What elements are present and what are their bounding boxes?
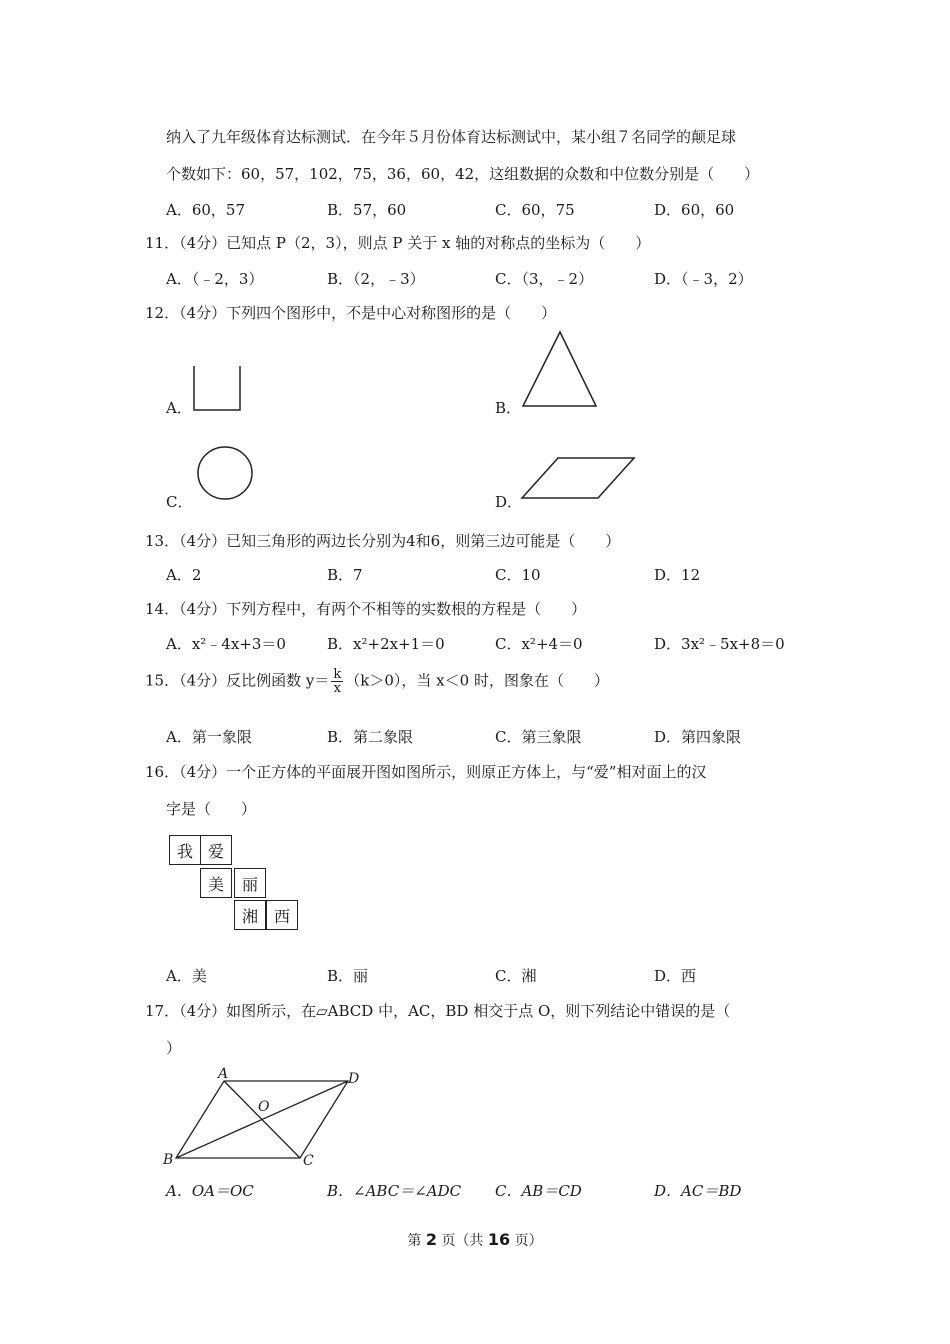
cube-net-cell: 西 <box>266 900 298 930</box>
q13-option-d: D．12 <box>654 566 701 584</box>
q15-option-b: B．第二象限 <box>327 728 414 746</box>
q13-text: 13．（4分）已知三角形的两边长分别为4和6，则第三边可能是（ ） <box>145 532 621 550</box>
vertex-label-o: O <box>258 1099 270 1115</box>
q11-option-c: C．（3，﹣2） <box>495 270 594 288</box>
footer-page-number: 2 <box>425 1230 437 1249</box>
q17-option-c: C．AB＝CD <box>495 1182 582 1200</box>
vertex-label-a: A <box>218 1066 229 1082</box>
q10-option-a: A．60，57 <box>166 201 246 219</box>
q10-option-b: B．57，60 <box>327 201 407 219</box>
q11-option-b: B．（2，﹣3） <box>327 270 425 288</box>
circle-figure <box>196 446 256 502</box>
parallelogram-figure <box>520 456 638 502</box>
q10-option-c: C．60，75 <box>495 201 575 219</box>
q14-option-c: C．x²+4＝0 <box>495 635 583 653</box>
cube-net-cell: 丽 <box>234 868 266 898</box>
cube-net-cell: 爱 <box>200 835 232 865</box>
q16-option-a: A．美 <box>166 967 207 985</box>
q15-suffix: （k＞0），当 x＜0 时，图象在（ ） <box>345 671 609 690</box>
q17-option-b: B．∠ABC＝∠ADC <box>327 1182 462 1200</box>
q16-line1: 16．（4分）一个正方体的平面展开图如图所示，则原正方体上，与“爱”相对面上的汉 <box>145 763 707 781</box>
q12-option-c: C． <box>166 493 193 511</box>
page-footer <box>0 1230 950 1250</box>
q15-option-d: D．第四象限 <box>654 728 742 746</box>
q11-option-a: A．（﹣2，3） <box>166 270 264 288</box>
vertex-label-c: C <box>303 1153 314 1169</box>
q17-line1: 17．（4分）如图所示，在▱ABCD 中，AC，BD 相交于点 O，则下列结论中错误的是（ <box>145 1002 731 1020</box>
q12-text: 12．（4分）下列四个图形中，不是中心对称图形的是（ ） <box>145 304 557 322</box>
footer-prefix: 第 <box>407 1233 422 1249</box>
q12-option-a: A． <box>166 399 192 417</box>
q15-frac-denominator: x <box>333 681 341 696</box>
q17-line2: ） <box>166 1039 182 1057</box>
footer-suffix: 页） <box>514 1233 543 1249</box>
q14-option-b: B．x²+2x+1＝0 <box>327 635 445 653</box>
q14-option-d: D．3x²﹣5x+8＝0 <box>654 635 785 653</box>
q12-option-b: B． <box>495 399 522 417</box>
q16-option-b: B．丽 <box>327 967 369 985</box>
footer-total-pages: 16 <box>487 1230 511 1249</box>
q13-option-c: C．10 <box>495 566 541 584</box>
footer-middle: 页（共 <box>441 1233 484 1249</box>
cube-net-cell: 湘 <box>234 900 266 930</box>
q10-option-d: D．60，60 <box>654 201 735 219</box>
q10-line2: 个数如下：60，57，102，75，36，60，42，这组数据的众数和中位数分别是（ ） <box>166 165 760 183</box>
q12-option-d: D． <box>495 493 523 511</box>
q15-frac-numerator: k <box>333 667 342 682</box>
q13-option-b: B．7 <box>327 566 363 584</box>
q11-option-d: D．（﹣3，2） <box>654 270 753 288</box>
cube-net-cell: 我 <box>169 835 201 865</box>
q15-prefix: 15．（4分）反比例函数 y＝ <box>145 671 330 690</box>
cube-net-cell: 美 <box>200 868 232 898</box>
q10-line1: 纳入了九年级体育达标测试．在今年５月份体育达标测试中，某小组７名同学的颠足球 <box>166 128 737 146</box>
q13-option-a: A．2 <box>166 566 202 584</box>
q15-option-c: C．第三象限 <box>495 728 582 746</box>
q17-option-a: A．OA＝OC <box>166 1182 254 1200</box>
q15-text <box>145 668 609 695</box>
q15-fraction <box>331 668 343 695</box>
vertex-label-b: B <box>163 1152 174 1168</box>
q16-option-c: C．湘 <box>495 967 537 985</box>
parallelogram-abcd-figure <box>160 1062 370 1172</box>
q16-option-d: D．西 <box>654 967 697 985</box>
q15-option-a: A．第一象限 <box>166 728 252 746</box>
triangle-figure <box>520 330 600 410</box>
q17-option-d: D．AC＝BD <box>654 1182 742 1200</box>
vertex-label-d: D <box>348 1071 360 1087</box>
open-square-figure <box>192 366 244 412</box>
q16-line2: 字是（ ） <box>166 800 257 818</box>
q14-text: 14．（4分）下列方程中，有两个不相等的实数根的方程是（ ） <box>145 600 587 618</box>
q14-option-a: A．x²﹣4x+3＝0 <box>166 635 286 653</box>
q11-text: 11．（4分）已知点 P（2，3），则点 P 关于 x 轴的对称点的坐标为（ ） <box>145 234 651 252</box>
